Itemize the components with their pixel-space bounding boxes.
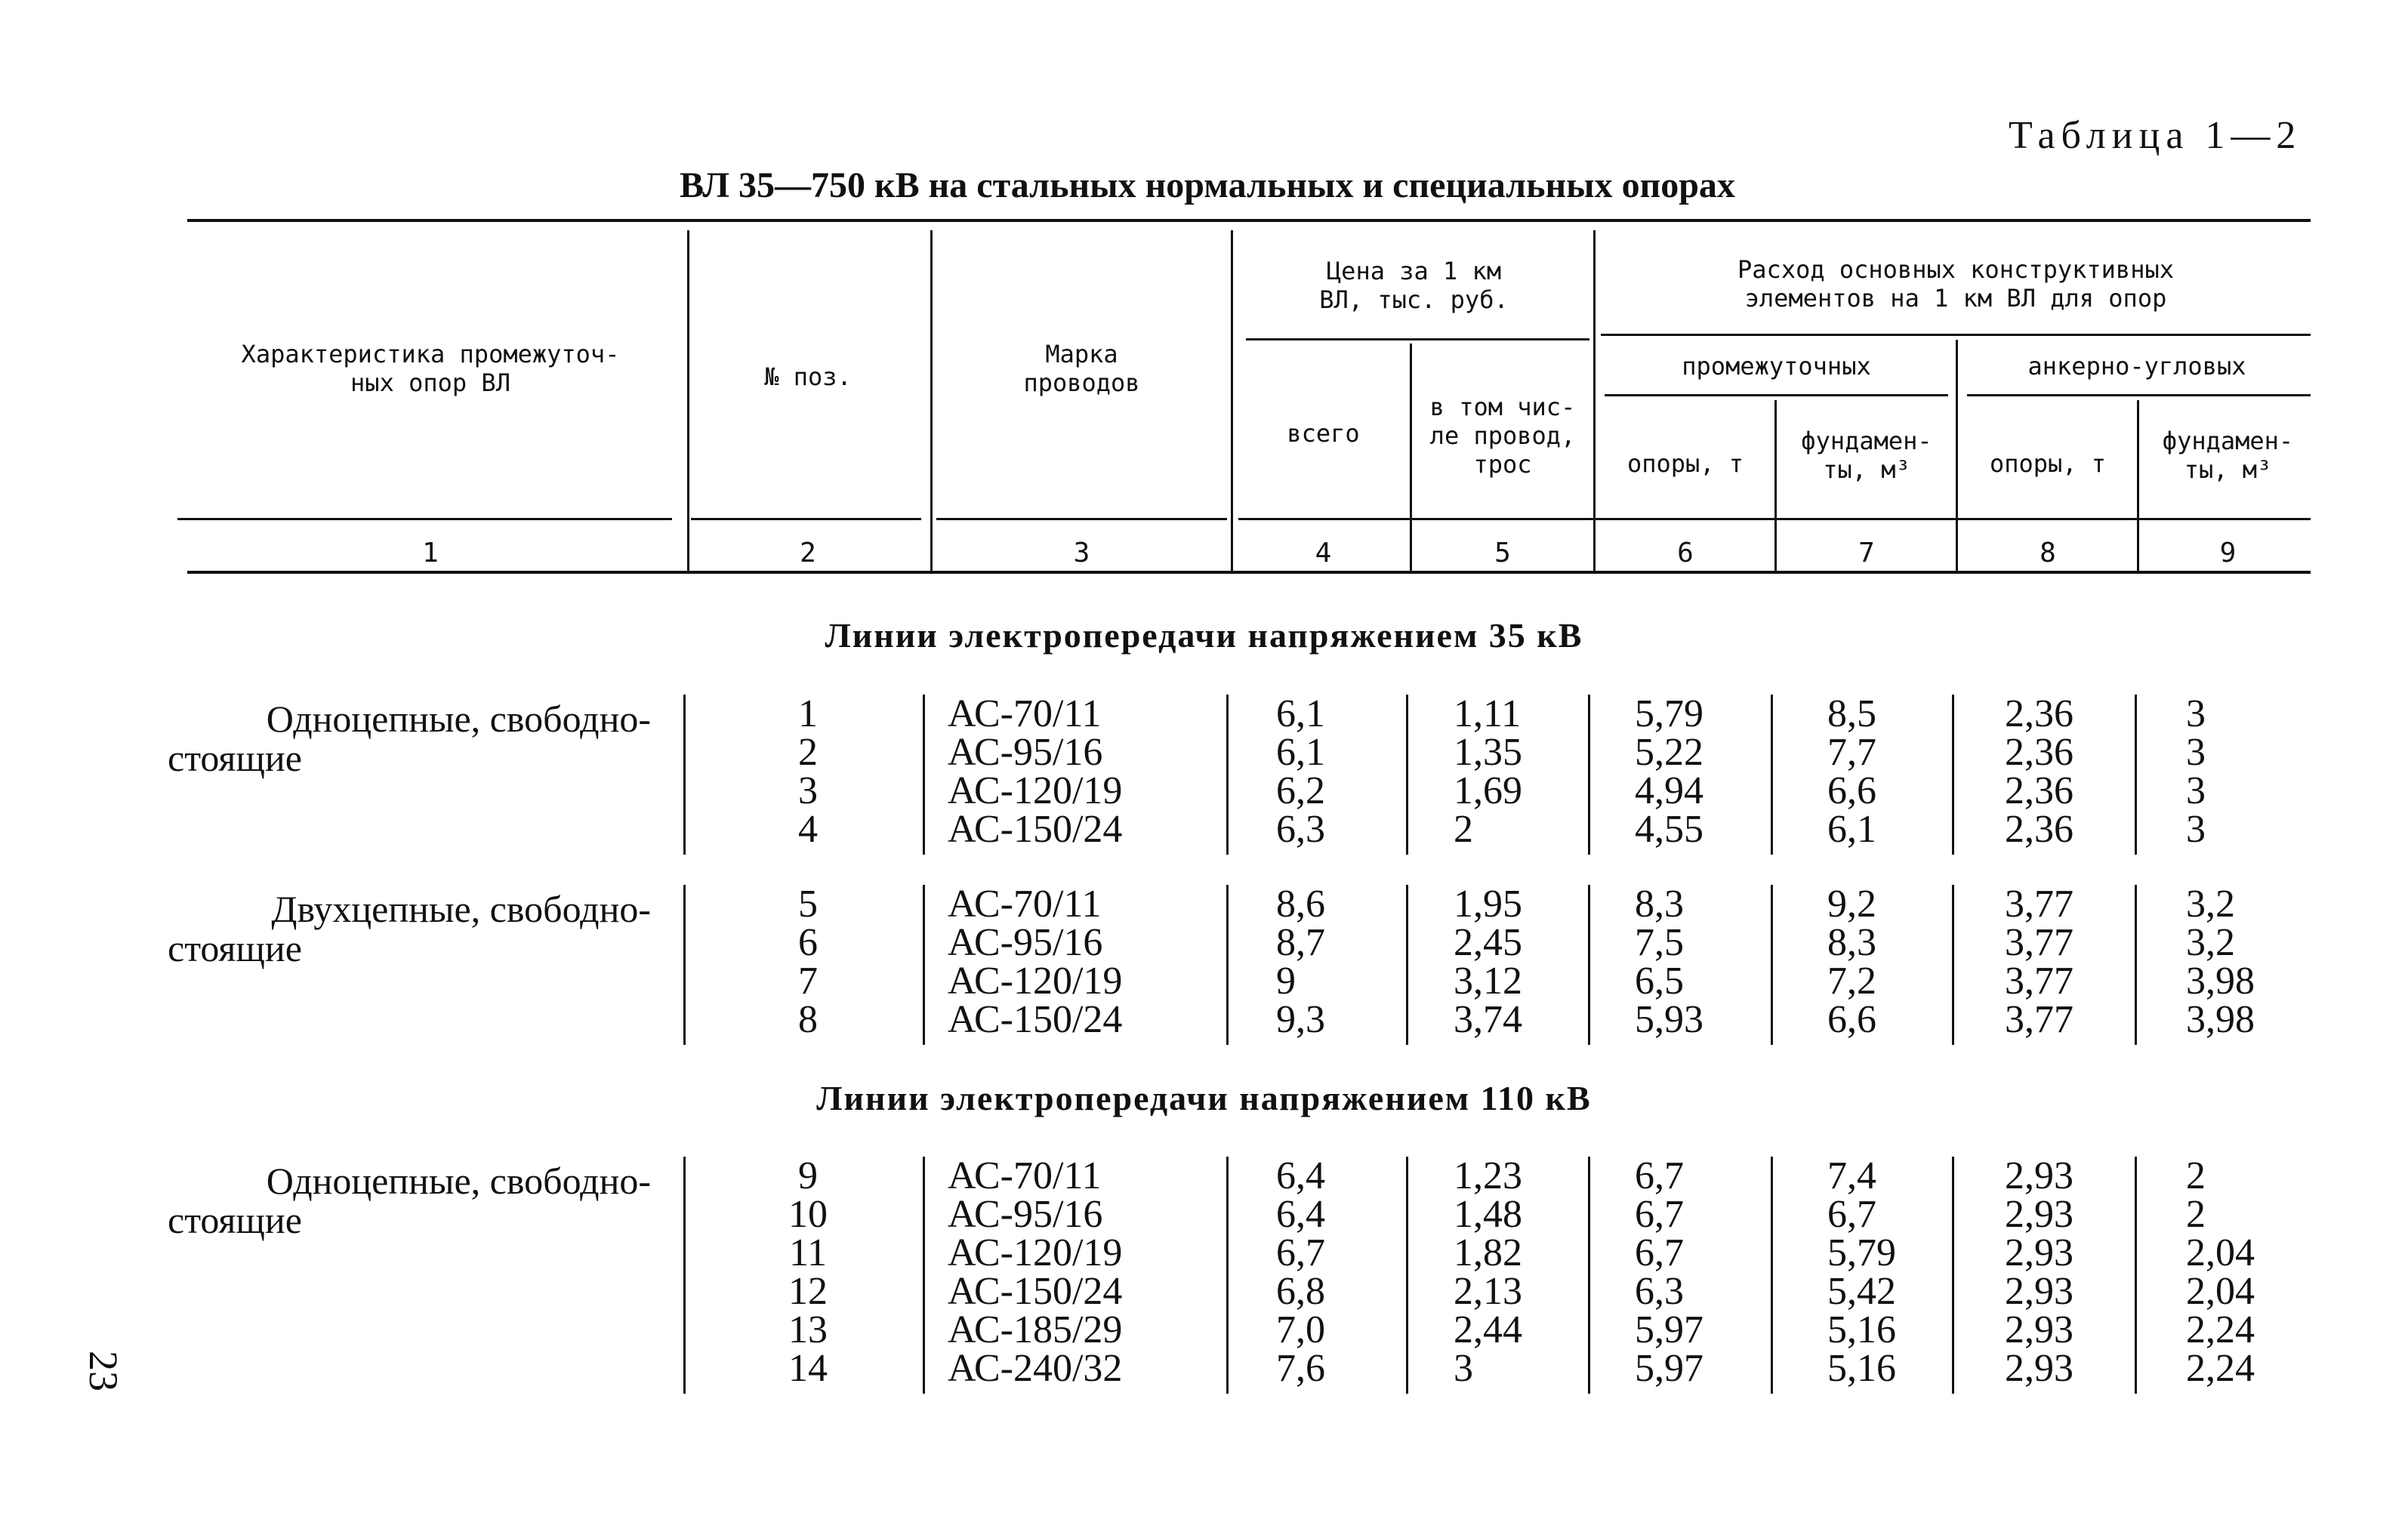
table-cell: 6,5 bbox=[1635, 960, 1684, 1003]
table-cell: 3 bbox=[2186, 692, 2206, 735]
table-cell: 2,93 bbox=[2005, 1193, 2073, 1236]
header-vline-4 bbox=[1410, 344, 1412, 574]
table-cell: 3 bbox=[2186, 731, 2206, 774]
table-cell: 6,4 bbox=[1276, 1154, 1325, 1197]
section-title-110kv: Линии электропередачи напряжением 110 кВ bbox=[816, 1079, 1592, 1117]
table-cell: 2 bbox=[2186, 1193, 2206, 1236]
table-cell: 9 bbox=[798, 1154, 818, 1197]
table-cell: 3,2 bbox=[2186, 921, 2235, 964]
header-vline-7 bbox=[1956, 340, 1958, 574]
table-cell: 8,3 bbox=[1635, 883, 1684, 926]
column-divider bbox=[683, 1157, 686, 1394]
table-cell: 4,94 bbox=[1635, 769, 1703, 812]
colnum-rule-2 bbox=[691, 518, 921, 520]
table-cell: 5,16 bbox=[1827, 1347, 1896, 1390]
section-title-35kv: Линии электропередачи напряжением 35 кВ bbox=[825, 616, 1583, 655]
header-vline-5 bbox=[1593, 230, 1596, 574]
table-cell: 5,22 bbox=[1635, 731, 1703, 774]
header-intermediate: промежуточных bbox=[1682, 352, 1871, 381]
table-cell: 3,12 bbox=[1454, 960, 1522, 1003]
table-cell: АС-95/16 bbox=[948, 1193, 1103, 1236]
header-foundations-a: фундамен- ты, м³ bbox=[1801, 427, 1932, 484]
header-sub-rule-price bbox=[1246, 338, 1589, 340]
table-cell: 7,4 bbox=[1827, 1154, 1876, 1197]
table-cell: 3 bbox=[2186, 769, 2206, 812]
table-cell: 3 bbox=[1454, 1347, 1473, 1390]
column-foundations-int bbox=[1827, 692, 1956, 851]
header-position: № поз. bbox=[764, 362, 852, 391]
table-cell: АС-70/11 bbox=[948, 692, 1102, 735]
column-supports-int bbox=[1635, 885, 1771, 1039]
table-cell: 6,7 bbox=[1827, 1193, 1876, 1236]
group-label-35-double bbox=[168, 889, 651, 968]
table-cell: 2,04 bbox=[2186, 1231, 2255, 1274]
column-foundations-int bbox=[1827, 1154, 1956, 1390]
table-cell: 6,2 bbox=[1276, 769, 1325, 812]
header-consumption-group: Расход основных конструктивных элементов на 1 км ВЛ для опор bbox=[1737, 255, 2174, 313]
table-cell: 5,79 bbox=[1827, 1231, 1896, 1274]
table-cell: 5,97 bbox=[1635, 1347, 1703, 1390]
table-cell: 5,16 bbox=[1827, 1308, 1896, 1351]
column-supports-anchor bbox=[2005, 1154, 2133, 1390]
table-cell: 6,8 bbox=[1276, 1270, 1325, 1313]
table-cell: 1,69 bbox=[1454, 769, 1522, 812]
column-foundations-anchor bbox=[2186, 1154, 2314, 1390]
header-foundations-b: фундамен- ты, м³ bbox=[2162, 427, 2294, 484]
group-label-line: Двухцепные, свободно- bbox=[271, 888, 651, 930]
column-divider bbox=[923, 1157, 925, 1394]
table-cell: 1,48 bbox=[1454, 1193, 1522, 1236]
column-divider bbox=[2135, 695, 2137, 855]
colnum-rule-1 bbox=[177, 518, 672, 520]
table-cell: 6,6 bbox=[1827, 998, 1876, 1041]
table-cell: 7 bbox=[798, 960, 818, 1003]
colnum-6: 6 bbox=[1677, 538, 1694, 568]
table-cell: 1 bbox=[798, 692, 818, 735]
header-characteristic: Характеристика промежуточ- ных опор ВЛ bbox=[241, 340, 620, 397]
table-cell: 2,36 bbox=[2005, 731, 2073, 774]
group-label-line: стоящие bbox=[168, 737, 302, 779]
table-cell: 6,1 bbox=[1827, 808, 1876, 851]
colnum-7: 7 bbox=[1858, 538, 1875, 568]
table-cell: 3,77 bbox=[2005, 883, 2073, 926]
table-cell: 2,24 bbox=[2186, 1308, 2255, 1351]
column-supports-int bbox=[1635, 1154, 1771, 1390]
table-cell: 2,13 bbox=[1454, 1270, 1522, 1313]
group-label-line: Одноцепные, свободно- bbox=[266, 1160, 651, 1202]
table-cell: 6,7 bbox=[1635, 1154, 1684, 1197]
column-wire-brand bbox=[948, 885, 1227, 1039]
column-divider bbox=[923, 695, 925, 855]
group-label-110-single bbox=[168, 1161, 651, 1240]
group-label-line: стоящие bbox=[168, 1199, 302, 1241]
table-cell: 3,74 bbox=[1454, 998, 1522, 1041]
column-position bbox=[695, 692, 921, 851]
table-cell: 5,93 bbox=[1635, 998, 1703, 1041]
table-cell: АС-95/16 bbox=[948, 731, 1103, 774]
table-cell: 5 bbox=[798, 883, 818, 926]
header-sub-rule-types-b bbox=[1967, 394, 2311, 396]
header-vline-1 bbox=[687, 230, 689, 574]
table-cell: 14 bbox=[788, 1347, 828, 1390]
table-cell: 2,44 bbox=[1454, 1308, 1522, 1351]
header-vline-3 bbox=[1231, 230, 1233, 574]
table-cell: 2,93 bbox=[2005, 1231, 2073, 1274]
table-label: Таблица 1—2 bbox=[2009, 114, 2302, 157]
table-cell: 5,97 bbox=[1635, 1308, 1703, 1351]
table-cell: АС-240/32 bbox=[948, 1347, 1123, 1390]
column-position bbox=[695, 885, 921, 1039]
column-price-incl bbox=[1454, 1154, 1589, 1390]
column-supports-anchor bbox=[2005, 885, 2133, 1039]
column-foundations-int bbox=[1827, 885, 1956, 1039]
table-cell: 2,93 bbox=[2005, 1347, 2073, 1390]
header-supports-a: опоры, т bbox=[1626, 449, 1744, 478]
table-cell: 9,2 bbox=[1827, 883, 1876, 926]
colnum-2: 2 bbox=[800, 538, 816, 568]
table-cell: 6,1 bbox=[1276, 692, 1325, 735]
table-cell: 2,24 bbox=[2186, 1347, 2255, 1390]
colnum-1: 1 bbox=[422, 538, 439, 568]
column-divider bbox=[2135, 1157, 2137, 1394]
table-cell: АС-150/24 bbox=[948, 808, 1123, 851]
column-price-total bbox=[1276, 692, 1427, 851]
column-position bbox=[695, 1154, 921, 1390]
table-cell: АС-95/16 bbox=[948, 921, 1103, 964]
table-cell: 6,3 bbox=[1635, 1270, 1684, 1313]
column-foundations-anchor bbox=[2186, 692, 2314, 851]
table-cell: 3,2 bbox=[2186, 883, 2235, 926]
column-price-incl bbox=[1454, 885, 1589, 1039]
table-cell: АС-150/24 bbox=[948, 998, 1123, 1041]
column-divider bbox=[1771, 885, 1773, 1045]
group-label-line: Одноцепные, свободно- bbox=[266, 698, 651, 740]
table-cell: АС-185/29 bbox=[948, 1308, 1123, 1351]
table-cell: 3,77 bbox=[2005, 998, 2073, 1041]
table-cell: 6,1 bbox=[1276, 731, 1325, 774]
table-cell: 7,6 bbox=[1276, 1347, 1325, 1390]
table-cell: АС-120/19 bbox=[948, 1231, 1123, 1274]
column-foundations-anchor bbox=[2186, 885, 2314, 1039]
table-cell: 2,93 bbox=[2005, 1270, 2073, 1313]
table-cell: 6,3 bbox=[1276, 808, 1325, 851]
table-cell: 6,7 bbox=[1276, 1231, 1325, 1274]
column-price-total bbox=[1276, 1154, 1427, 1390]
header-vline-6 bbox=[1774, 400, 1777, 574]
table-cell: 2 bbox=[2186, 1154, 2206, 1197]
colnum-rule-3 bbox=[936, 518, 1227, 520]
colnum-8: 8 bbox=[2040, 538, 2056, 568]
table-cell: 1,95 bbox=[1454, 883, 1522, 926]
header-sub-rule-types-a bbox=[1605, 394, 1948, 396]
table-title: ВЛ 35—750 кВ на стальных нормальных и специальных опорах bbox=[680, 165, 1735, 205]
table-cell: 2 bbox=[798, 731, 818, 774]
header-wire-brand: Марка проводов bbox=[1023, 340, 1140, 397]
table-cell: 8 bbox=[798, 998, 818, 1041]
table-cell: 2,04 bbox=[2186, 1270, 2255, 1313]
table-cell: 3,98 bbox=[2186, 960, 2255, 1003]
table-cell: 7,5 bbox=[1635, 921, 1684, 964]
header-price-group: Цена за 1 км ВЛ, тыс. руб. bbox=[1319, 257, 1509, 314]
column-supports-int bbox=[1635, 692, 1771, 851]
table-cell: 8,5 bbox=[1827, 692, 1876, 735]
table-cell: 2,93 bbox=[2005, 1308, 2073, 1351]
group-label-35-single bbox=[168, 699, 651, 778]
table-cell: АС-120/19 bbox=[948, 960, 1123, 1003]
column-divider bbox=[1771, 695, 1773, 855]
table-cell: 9 bbox=[1276, 960, 1296, 1003]
column-wire-brand bbox=[948, 692, 1227, 851]
column-price-incl bbox=[1454, 692, 1589, 851]
table-cell: 4 bbox=[798, 808, 818, 851]
table-cell: 2,36 bbox=[2005, 769, 2073, 812]
colnum-5: 5 bbox=[1494, 538, 1511, 568]
column-divider bbox=[2135, 885, 2137, 1045]
header-anchor: анкерно-угловых bbox=[2027, 352, 2246, 381]
page-number: 23 bbox=[81, 1351, 126, 1391]
column-divider bbox=[1771, 1157, 1773, 1394]
table-cell: 3 bbox=[798, 769, 818, 812]
table-cell: 1,35 bbox=[1454, 731, 1522, 774]
table-cell: 8,3 bbox=[1827, 921, 1876, 964]
header-price-total: всего bbox=[1287, 419, 1360, 448]
table-cell: 7,2 bbox=[1827, 960, 1876, 1003]
table-cell: 10 bbox=[788, 1193, 828, 1236]
table-cell: 6 bbox=[798, 921, 818, 964]
table-cell: 1,82 bbox=[1454, 1231, 1522, 1274]
colnum-4: 4 bbox=[1315, 538, 1332, 568]
table-cell: АС-120/19 bbox=[948, 769, 1123, 812]
table-cell: 7,7 bbox=[1827, 731, 1876, 774]
column-wire-brand bbox=[948, 1154, 1227, 1390]
table-cell: 1,23 bbox=[1454, 1154, 1522, 1197]
table-cell: 3,98 bbox=[2186, 998, 2255, 1041]
table-cell: АС-70/11 bbox=[948, 1154, 1102, 1197]
table-cell: 9,3 bbox=[1276, 998, 1325, 1041]
table-cell: 8,7 bbox=[1276, 921, 1325, 964]
colnum-3: 3 bbox=[1073, 538, 1090, 568]
table-cell: АС-70/11 bbox=[948, 883, 1102, 926]
table-cell: 2 bbox=[1454, 808, 1473, 851]
table-cell: 13 bbox=[788, 1308, 828, 1351]
header-bottom-rule bbox=[187, 571, 2311, 574]
header-supports-b: опоры, т bbox=[1989, 449, 2107, 478]
header-top-rule bbox=[187, 219, 2311, 222]
column-supports-anchor bbox=[2005, 692, 2133, 851]
table-cell: 6,7 bbox=[1635, 1193, 1684, 1236]
table-cell: 6,4 bbox=[1276, 1193, 1325, 1236]
table-cell: 2,36 bbox=[2005, 692, 2073, 735]
table-cell: 5,79 bbox=[1635, 692, 1703, 735]
table-cell: 3,77 bbox=[2005, 960, 2073, 1003]
table-cell: АС-150/24 bbox=[948, 1270, 1123, 1313]
header-vline-8 bbox=[2137, 400, 2139, 574]
column-divider bbox=[683, 885, 686, 1045]
table-cell: 6,6 bbox=[1827, 769, 1876, 812]
table-cell: 2,93 bbox=[2005, 1154, 2073, 1197]
table-cell: 7,0 bbox=[1276, 1308, 1325, 1351]
header-sub-rule-cons bbox=[1601, 334, 2311, 336]
column-divider bbox=[683, 695, 686, 855]
table-cell: 1,11 bbox=[1454, 692, 1522, 735]
table-cell: 6,7 bbox=[1635, 1231, 1684, 1274]
header-vline-2 bbox=[930, 230, 933, 574]
table-cell: 3,77 bbox=[2005, 921, 2073, 964]
table-cell: 4,55 bbox=[1635, 808, 1703, 851]
table-cell: 11 bbox=[788, 1231, 828, 1274]
colnum-9: 9 bbox=[2219, 538, 2237, 568]
table-cell: 2,36 bbox=[2005, 808, 2073, 851]
table-cell: 12 bbox=[788, 1270, 828, 1313]
column-divider bbox=[923, 885, 925, 1045]
table-cell: 8,6 bbox=[1276, 883, 1325, 926]
table-cell: 5,42 bbox=[1827, 1270, 1896, 1313]
table-cell: 2,45 bbox=[1454, 921, 1522, 964]
group-label-line: стоящие bbox=[168, 927, 302, 969]
column-price-total bbox=[1276, 885, 1427, 1039]
table-cell: 3 bbox=[2186, 808, 2206, 851]
header-price-incl: в том чис- ле провод, трос bbox=[1429, 393, 1576, 479]
